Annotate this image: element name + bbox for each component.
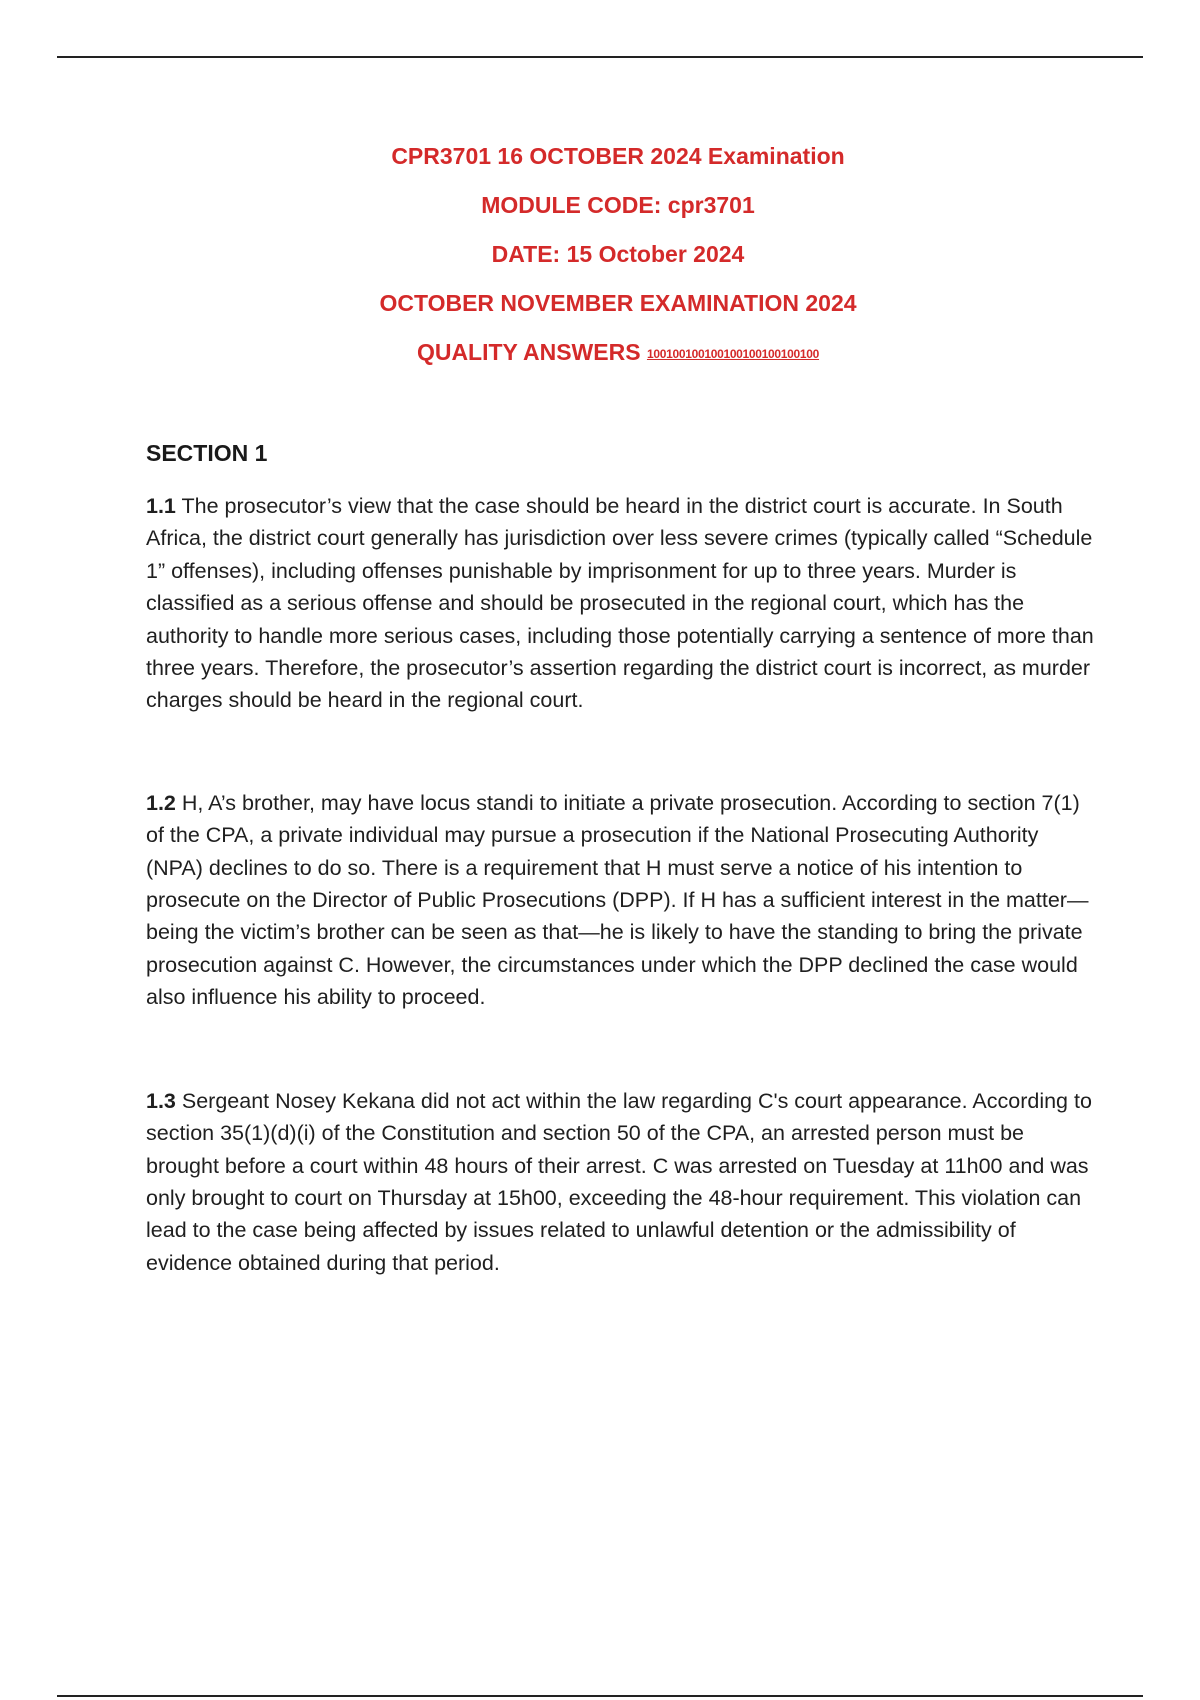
document-body [146,438,1096,1279]
answer-text: The prosecutor’s view that the case should be heard in the district court is accurate. In South Africa, the district court generally has jurisdiction over less severe crimes (typically called “Schedule 1” offenses), including offenses punishable by imprisonment for up to three years. Murder is classified as a serious offense and should be prosecuted in the regional court, which has the authority to handle more serious cases, including those potentially carrying a sentence of more than three years. Therefore, the prosecutor’s assertion regarding the district court is incorrect, as murder charges should be heard in the regional court. [146,494,1094,713]
module-code: MODULE CODE: cpr3701 [481,192,755,218]
exam-title: CPR3701 16 OCTOBER 2024 Examination [391,143,845,169]
answer-1-1 [141,490,1096,717]
section-title: SECTION 1 [146,440,268,466]
answer-text: Sergeant Nosey Kekana did not act within the law regarding C's court appearance. According to section 35(1)(d)(i) of the Constitution and section 50 of the CPA, an arrested person must be brought before a court within 48 hours of their arrest. C was arrested on Tuesday at 11h00 and was only brought to court on Thursday at 15h00, exceeding the 48-hour requirement. This violation can lead to the case being affected by issues related to unlawful detention or the admissibility of evidence obtained during that period. [146,1088,1092,1275]
answer-1-3 [146,1085,1096,1279]
answer-1-2 [146,787,1096,1014]
exam-session: OCTOBER NOVEMBER EXAMINATION 2024 [379,290,857,316]
quality-answers-line [0,338,1200,368]
answer-text: H, A’s brother, may have locus standi to initiate a private prosecution. According to section 7(1) of the CPA, a private individual may pursue a prosecution if the National Prosecuting Authority (NPA) declines to do so. There is a requirement that H must serve a notice of his intention to prosecute on the Director of Public Prosecutions (DPP). If H has a sufficient interest in the matter—being the victim’s brother can be seen as that—he is likely to have the standing to bring the private prosecution against C. However, the circumstances under which the DPP declined the case would also influence his ability to proceed. [146,790,1089,1010]
answer-number: 1.3 [146,1088,176,1113]
answer-number: 1.1 [146,494,176,518]
exam-date: DATE: 15 October 2024 [491,241,745,267]
answer-number: 1.2 [146,790,176,815]
quality-answers-digits: 100100100100100100100100100 [646,346,820,361]
bottom-rule [57,1695,1143,1697]
quality-answers-label: QUALITY ANSWERS [416,339,641,365]
top-rule [57,56,1143,58]
exam-header [0,142,1200,368]
